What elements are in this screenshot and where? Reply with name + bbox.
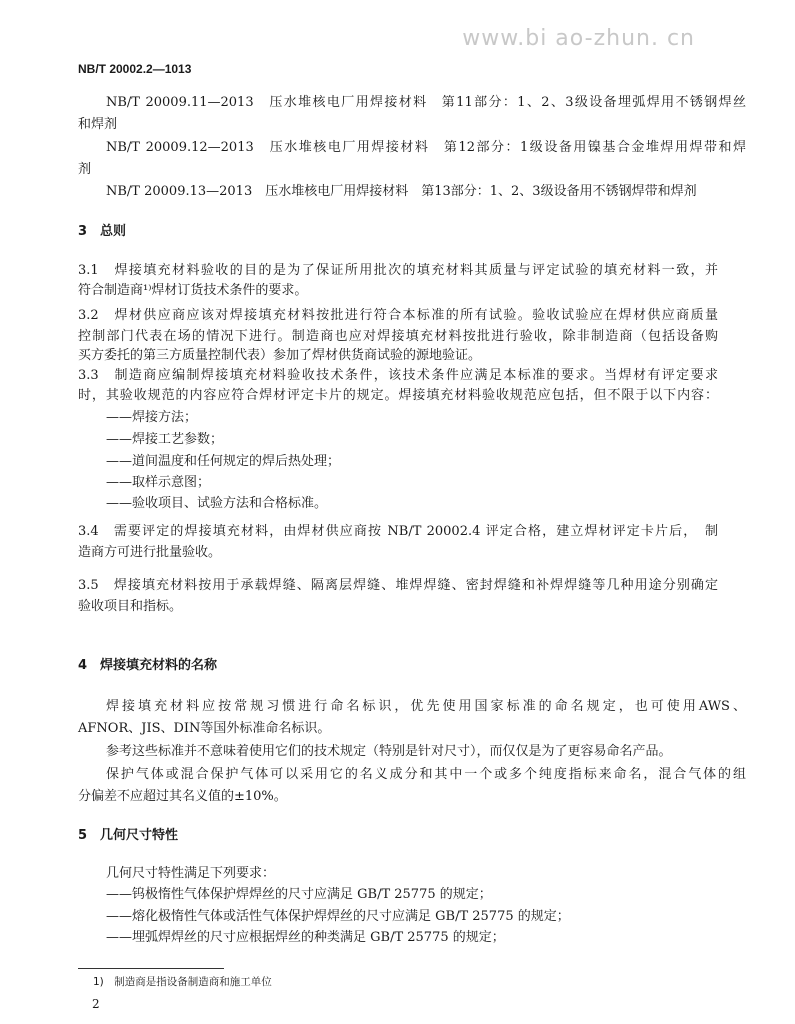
list-item: ——钨极惰性气体保护焊焊丝的尺寸应满足 GB/T 25775 的规定； — [106, 887, 492, 902]
footnote: 1) 制造商是指设备制造商和施工单位 — [93, 976, 272, 988]
ref-line-cont: 剂 — [78, 162, 92, 177]
footnote-divider — [78, 968, 224, 969]
sec4-para-3: 保护气体或混合保护气体可以采用它的名义成分和其中一个或多个纯度指标来命名，混合气体的组 — [106, 767, 746, 782]
list-item: ——焊接工艺参数； — [106, 432, 224, 447]
clause-3-5-cont: 验收项目和指标。 — [78, 599, 183, 614]
ref-line: NB/T 20009.13—2013 压水堆核电厂用焊接材料 第13部分：1、2、3级设备用不锈钢焊带和焊剂 — [106, 184, 697, 199]
clause-3-1: 3.1 焊接填充材料验收的目的是为了保证所用批次的填充材料其质量与评定试验的填充材料一致，并 — [78, 263, 718, 278]
ref-line: NB/T 20009.11—2013 压水堆核电厂用焊接材料 第11部分：1、2、3级设备埋弧焊用不锈钢焊丝 — [106, 95, 746, 110]
clause-3-2-cont: 买方委托的第三方质量控制代表）参加了焊材供货商试验的源地验证。 — [78, 348, 482, 363]
list-item: ——验收项目、试验方法和合格标准。 — [106, 496, 328, 511]
section-5-title: 5 几何尺寸特性 — [78, 828, 179, 843]
list-item: ——取样示意图； — [106, 475, 211, 490]
sec4-para-2: 参考这些标准并不意味着使用它们的技术规定（特别是针对尺寸），而仅仅是为了更容易命名产品。 — [106, 744, 672, 759]
list-item: ——熔化极惰性气体或活性气体保护焊焊丝的尺寸应满足 GB/T 25775 的规定； — [106, 909, 570, 924]
watermark: www.bi ao-zhun. cn — [462, 26, 695, 51]
section-4-title: 4 焊接填充材料的名称 — [78, 658, 218, 673]
clause-3-3: 3.3 制造商应编制焊接填充材料验收技术条件，该技术条件应满足本标准的要求。当焊材有评定要求 — [78, 368, 718, 383]
clause-3-2-cont: 控制部门代表在场的情况下进行。制造商也应对焊接填充材料按批进行验收，除非制造商（包括设备购 — [78, 329, 718, 344]
document-header: NB/T 20002.2—1013 — [78, 62, 192, 76]
list-item: ——埋弧焊焊丝的尺寸应根据焊丝的种类满足 GB/T 25775 的规定； — [106, 930, 505, 945]
sec4-para-1: 焊接填充材料应按常规习惯进行命名标识，优先使用国家标准的命名规定，也可使用AWS、 — [106, 699, 746, 714]
section-3-title: 3 总则 — [78, 224, 127, 239]
clause-3-4: 3.4 需要评定的焊接填充材料，由焊材供应商按 NB/T 20002.4 评定合格，建立焊材评定卡片后， 制 — [78, 524, 718, 539]
clause-3-1-cont: 符合制造商¹⁾焊材订货技术条件的要求。 — [78, 283, 308, 298]
sec5-intro: 几何尺寸特性满足下列要求： — [106, 866, 276, 881]
ref-line: NB/T 20009.12—2013 压水堆核电厂用焊接材料 第12部分：1级设备用镍基合金堆焊用焊带和焊 — [106, 140, 746, 155]
page-number: 2 — [92, 997, 100, 1011]
list-item: ——焊接方法； — [106, 410, 198, 425]
ref-line-cont: 和焊剂 — [78, 117, 118, 132]
list-item: ——道间温度和任何规定的焊后热处理； — [106, 454, 341, 469]
sec4-para-1-cont: AFNOR、JIS、DIN等国外标准命名标识。 — [78, 721, 331, 736]
clause-3-3-cont: 时，其验收规范的内容应符合焊材评定卡片的规定。焊接填充材料验收规范应包括，但不限于以下内容： — [78, 388, 718, 403]
clause-3-4-cont: 造商方可进行批量验收。 — [78, 545, 222, 560]
clause-3-2: 3.2 焊材供应商应该对焊接填充材料按批进行符合本标准的所有试验。验收试验应在焊材供应商质量 — [78, 308, 718, 323]
clause-3-5: 3.5 焊接填充材料按用于承载焊缝、隔离层焊缝、堆焊焊缝、密封焊缝和补焊焊缝等几种用途分别确定 — [78, 578, 718, 593]
sec4-para-3-cont: 分偏差不应超过其名义值的±10%。 — [78, 789, 287, 804]
